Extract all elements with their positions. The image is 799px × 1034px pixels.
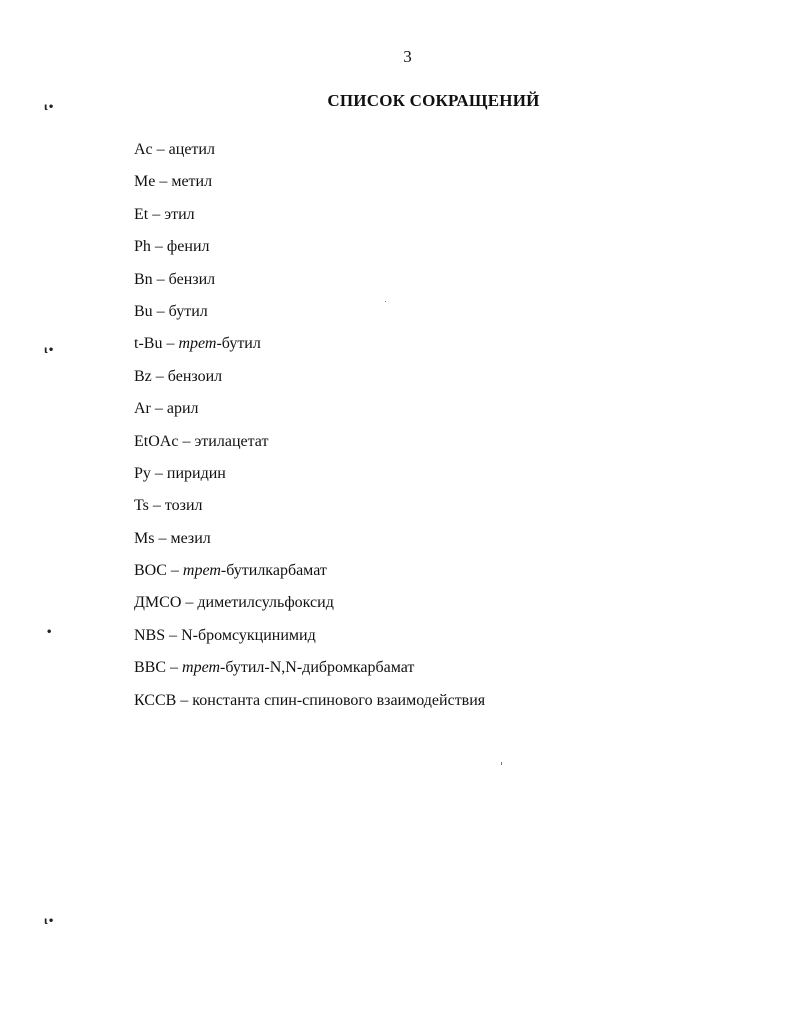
abbreviation-term: Ac [134,141,153,158]
abbreviation-item [134,464,485,496]
abbreviation-list [134,140,485,723]
abbreviation-dash: – [155,367,164,385]
abbreviation-item [134,561,485,593]
abbreviation-term: Ar [134,400,151,418]
abbreviation-dash: – [182,432,191,450]
abbreviation-dash: – [156,302,165,320]
abbreviation-item [134,593,485,625]
abbreviation-term: ДМСО [134,594,182,612]
abbreviation-definition: -бутил-N,N-дибромкарбамат [220,659,415,677]
abbreviation-definition: пиридин [166,464,226,482]
abbreviation-term: Bz [134,367,152,385]
page-number: 3 [403,47,412,66]
abbreviation-dash: – [170,562,179,580]
abbreviation-definition: этилацетат [194,432,269,450]
abbreviation-item [134,626,485,658]
abbreviation-item [134,691,485,723]
abbreviation-item [134,270,485,302]
abbreviation-definition: тозил [164,497,203,515]
abbreviation-dash: – [159,173,168,191]
abbreviation-dash: – [166,335,175,353]
page-title: СПИСОК СОКРАЩЕНИЙ [327,91,540,110]
abbreviation-definition: мезил [170,529,211,547]
scan-mark: • [46,627,53,638]
abbreviation-dash: – [180,691,189,709]
abbreviation-item [134,140,485,172]
abbreviation-dash: – [158,529,167,547]
abbreviation-term: BOC [134,562,167,580]
abbreviation-item [134,172,485,204]
abbreviation-definition: метил [171,173,213,191]
abbreviation-definition: бензоил [167,367,223,385]
abbreviation-dash: – [154,238,163,256]
abbreviation-item [134,367,485,399]
scan-speck [501,762,502,765]
abbreviation-term: BBC [134,659,167,677]
abbreviation-term: Ts [134,497,149,515]
abbreviation-definition: бутил [168,302,208,320]
abbreviation-dash: – [152,497,161,515]
scan-speck [385,301,386,302]
abbreviation-item [134,237,485,269]
abbreviation-definition: -бутилкарбамат [220,562,327,580]
abbreviation-term: t-Bu [134,335,163,353]
abbreviation-term: Bn [134,270,153,288]
abbreviation-italic-prefix: трет [182,562,221,580]
abbreviation-definition: константа спин-спинового взаимодействия [192,691,486,709]
abbreviation-item [134,302,485,334]
abbreviation-term: NBS [134,626,166,644]
abbreviation-dash: – [169,626,178,644]
abbreviation-dash: – [152,205,161,223]
abbreviation-item [134,496,485,528]
scan-mark: ι• [44,916,55,927]
abbreviation-definition: -бутил [216,335,261,353]
abbreviation-item [134,658,485,690]
abbreviation-term: КССВ [134,691,177,709]
abbreviation-italic-prefix: трет [178,335,217,353]
abbreviation-definition: ацетил [168,141,215,158]
abbreviation-definition: диметилсульфоксид [197,594,334,612]
abbreviation-definition: этил [164,205,195,223]
abbreviation-term: Ms [134,529,155,547]
abbreviation-definition: N-бромсукцинимид [181,626,316,644]
abbreviation-term: Bu [134,302,153,320]
abbreviation-dash: – [154,400,163,418]
abbreviation-definition: фенил [166,238,210,256]
abbreviation-dash: – [156,141,165,158]
abbreviation-italic-prefix: трет [182,659,221,677]
abbreviation-definition: бензил [168,270,216,288]
abbreviation-item [134,334,485,366]
abbreviation-dash: – [154,464,163,482]
abbreviation-item [134,399,485,431]
abbreviation-term: Et [134,205,149,223]
abbreviation-dash: – [156,270,165,288]
abbreviation-term: EtOAc [134,432,179,450]
scan-mark: ι• [44,102,55,113]
abbreviation-term: Me [134,173,156,191]
abbreviation-item [134,529,485,561]
abbreviation-term: Ph [134,238,151,256]
abbreviation-item [134,205,485,237]
abbreviation-definition: арил [166,400,199,418]
abbreviation-dash: – [170,659,179,677]
abbreviation-dash: – [185,594,194,612]
abbreviation-item [134,432,485,464]
abbreviation-term: Py [134,464,151,482]
scan-mark: ι• [44,345,55,356]
